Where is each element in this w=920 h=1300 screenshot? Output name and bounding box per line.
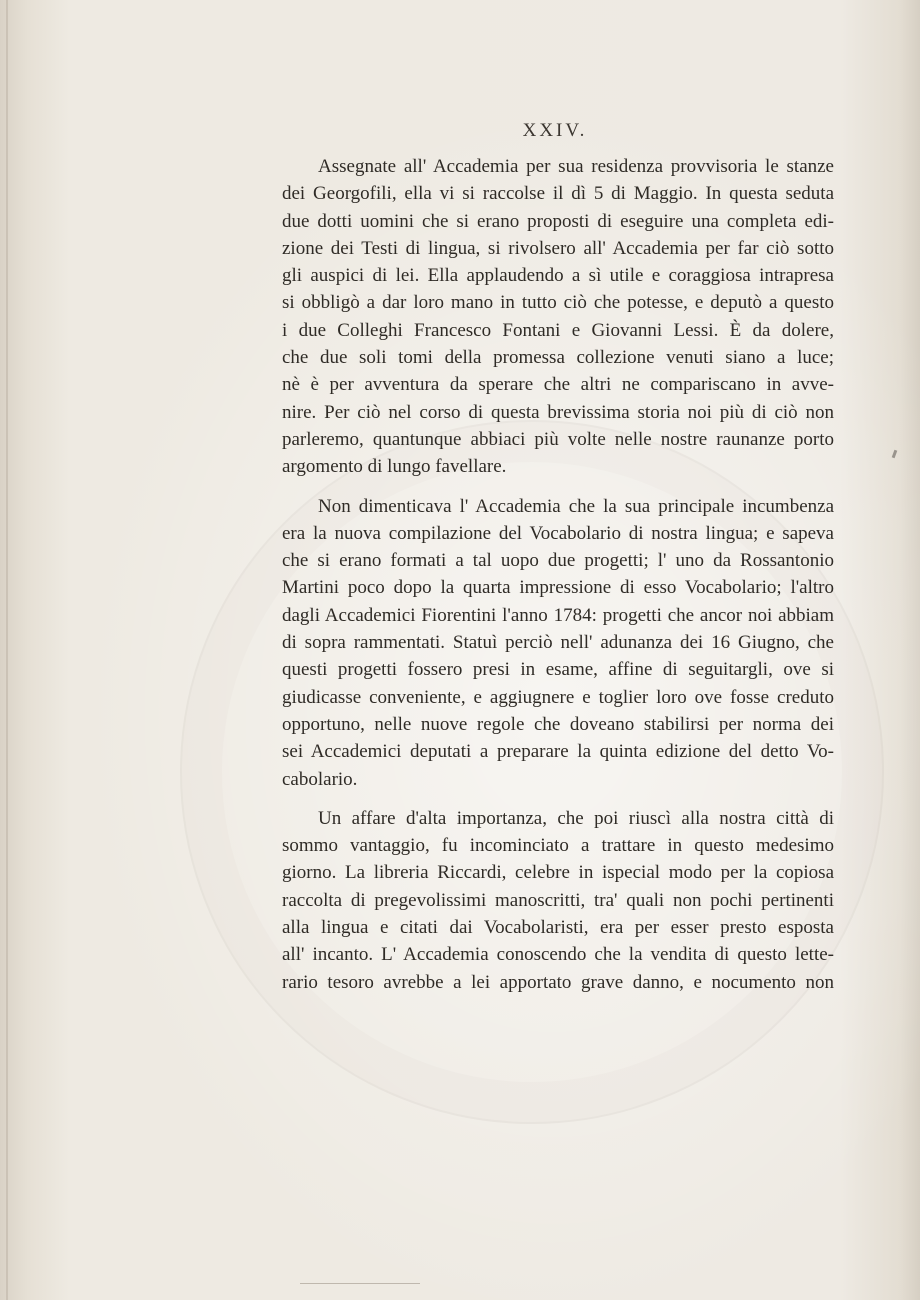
text-line: nè è per avventura da sperare che altri ne compariscano in avve- bbox=[282, 374, 834, 396]
text-line: sei Accademici deputati a preparare la quinta edizione del detto Vo- bbox=[282, 741, 834, 763]
text-line: Non dimenticava l' Accademia che la sua principale incumbenza bbox=[318, 495, 834, 517]
text-line: giudicasse conveniente, e aggiugnere e toglier loro ove fosse creduto bbox=[282, 686, 834, 708]
paragraph-2 bbox=[282, 493, 834, 793]
text-line: all' incanto. L' Accademia conoscendo che la vendita di questo lette- bbox=[282, 944, 834, 966]
page-bottom-mark bbox=[300, 1283, 420, 1284]
paragraph-3 bbox=[282, 805, 834, 996]
text-line: nire. Per ciò nel corso di questa brevissima storia noi più di ciò non bbox=[282, 401, 834, 423]
text-line: dei Georgofili, ella vi si raccolse il dì 5 di Maggio. In questa seduta bbox=[282, 183, 834, 205]
text-line: che si erano formati a tal uopo due progetti; l' uno da Rossantonio bbox=[282, 550, 834, 572]
text-line: era la nuova compilazione del Vocabolario di nostra lingua; e sapeva bbox=[282, 522, 834, 544]
text-line: che due soli tomi della promessa collezione venuti siano a luce; bbox=[282, 347, 834, 369]
body-text bbox=[282, 153, 834, 996]
text-line: zione dei Testi di lingua, si rivolsero all' Accademia per far ciò sotto bbox=[282, 237, 834, 259]
paragraph-1 bbox=[282, 153, 834, 481]
text-line: Assegnate all' Accademia per sua residenza provvisoria le stanze bbox=[318, 156, 834, 177]
text-line: rario tesoro avrebbe a lei apportato grave danno, e nocumento non bbox=[282, 971, 834, 993]
ink-speck bbox=[892, 450, 898, 459]
text-line: alla lingua e citati dai Vocabolaristi, era per esser presto esposta bbox=[282, 917, 834, 939]
text-line: Martini poco dopo la quarta impressione di esso Vocabolario; l'altro bbox=[282, 577, 834, 599]
text-line: i due Colleghi Francesco Fontani e Giovanni Lessi. È da dolere, bbox=[282, 319, 834, 341]
text-line: si obbligò a dar loro mano in tutto ciò che potesse, e deputò a questo bbox=[282, 292, 834, 314]
text-line: sommo vantaggio, fu incominciato a trattare in questo medesimo bbox=[282, 835, 834, 857]
text-line: opportuno, nelle nuove regole che doveano stabilirsi per norma dei bbox=[282, 713, 834, 735]
text-line: parleremo, quantunque abbiaci più volte nelle nostre raunanze porto bbox=[282, 428, 834, 450]
text-line: cabolario. bbox=[282, 768, 358, 790]
text-line: questi progetti fossero presi in esame, affine di seguitargli, ove si bbox=[282, 659, 834, 681]
text-line: due dotti uomini che si erano proposti di eseguire una completa edi- bbox=[282, 210, 834, 232]
text-line: giorno. La libreria Riccardi, celebre in ispecial modo per la copiosa bbox=[282, 862, 834, 884]
text-line: raccolta di pregevolissimi manoscritti, tra' quali non pochi pertinenti bbox=[282, 889, 834, 911]
text-line: di sopra rammentati. Statuì perciò nell' adunanza dei 16 Giugno, che bbox=[282, 632, 834, 654]
text-line: argomento di lungo favellare. bbox=[282, 456, 507, 478]
text-line: dagli Accademici Fiorentini l'anno 1784: progetti che ancor noi abbiam bbox=[282, 604, 834, 626]
text-line: gli auspici di lei. Ella applaudendo a sì utile e coraggiosa intrapresa bbox=[282, 265, 834, 287]
running-head-page-number: XXIV. bbox=[522, 120, 588, 141]
text-line: Un affare d'alta importanza, che poi riuscì alla nostra città di bbox=[318, 807, 834, 829]
page-edge-shadow bbox=[6, 0, 8, 1300]
